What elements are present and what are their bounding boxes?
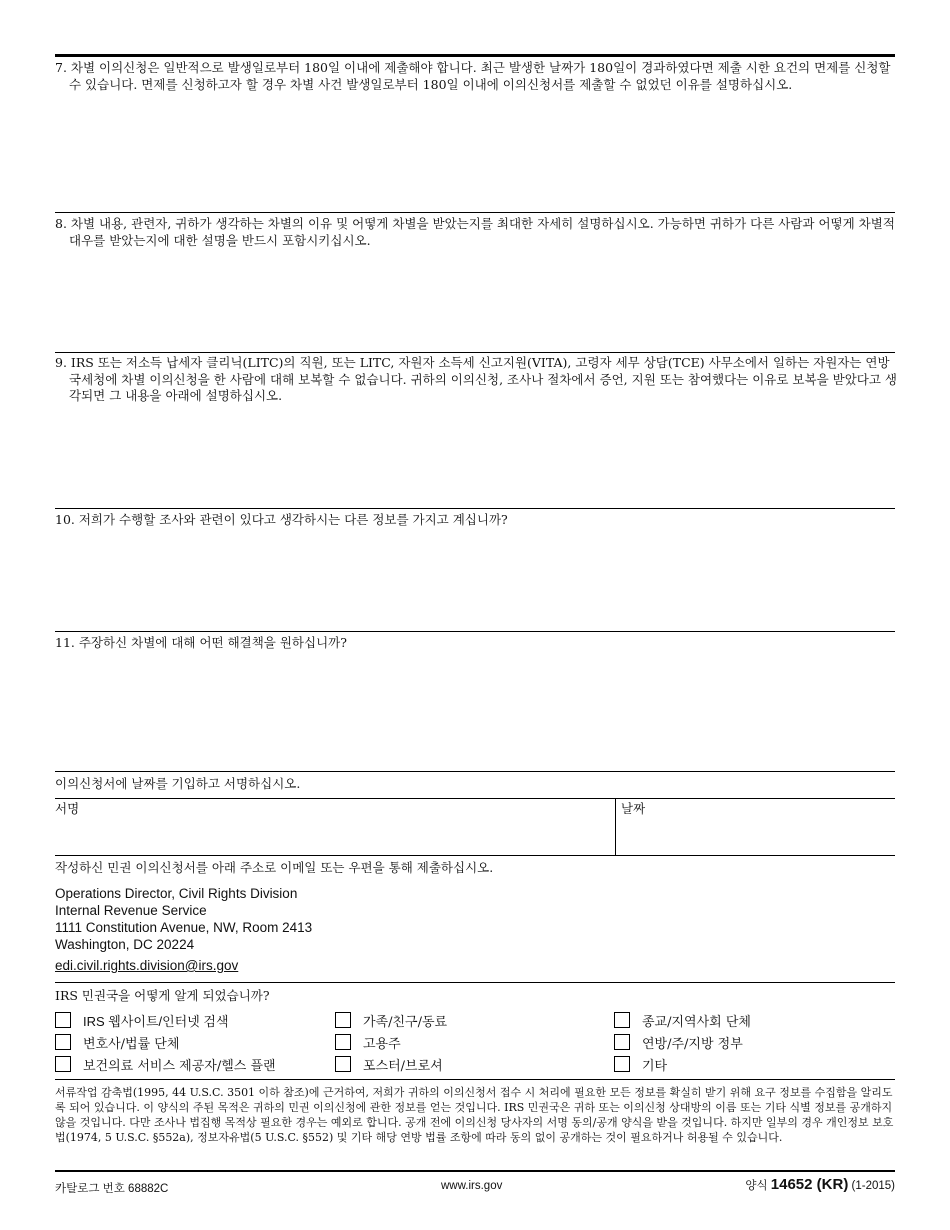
address-line: Washington, DC 20224	[55, 937, 195, 952]
answer-area-9[interactable]	[55, 408, 895, 506]
divider	[55, 508, 895, 509]
footer-rule	[55, 1170, 895, 1172]
signature-instruction: 이의신청서에 날짜를 기입하고 서명하십시오.	[55, 776, 301, 791]
option-other[interactable]: 기타	[614, 1055, 667, 1073]
question-7: 7. 차별 이의신청은 일반적으로 발생일로부터 180일 이내에 제출해야 합니다. 최근 발생한 날짜가 180일이 경과하였다면 제출 시한 요건의 면제를 신청할 수 있습니다. 면제를 신청하고자 할 경우 차별 사건 발생일로부터 180일 이내에 이의신청서를 제출할 수 없었던 이유를 설명하십시오.	[55, 60, 891, 92]
form-number: 14652 (KR)	[770, 1176, 849, 1193]
answer-area-10[interactable]	[55, 532, 895, 630]
checkbox-row	[55, 1055, 895, 1075]
question-10: 10. 저희가 수행할 조사와 관련이 있다고 생각하시는 다른 정보를 가지고 계십니까?	[55, 512, 508, 527]
option-lawyer[interactable]: 변호사/법률 단체	[55, 1033, 179, 1051]
question-9: 9. IRS 또는 저소득 납세자 클리닉(LITC)의 직원, 또는 LITC, 자원자 소득세 신고지원(VITA), 고령자 세무 상담(TCE) 사무소에서 일하는 자원자는 연방국세청에 차별 이의신청을 한 사람에 대해 보복할 수 없습니다. 귀하의 이의신청, 조사나 절차에서 증언, 지원 또는 참여했다는 이유로 보복을 받았다고 생각되면 그 내용을 아래에 설명하십시오.	[55, 355, 897, 403]
catalog-number: 카탈로그 번호 68882C	[55, 1183, 169, 1195]
date-label: 날짜	[621, 801, 646, 816]
divider	[55, 631, 895, 632]
option-government[interactable]: 연방/주/지방 정부	[614, 1033, 743, 1051]
option-irs-website[interactable]: IRS 웹사이트/인터넷 검색	[55, 1011, 229, 1029]
checkbox[interactable]	[55, 1034, 71, 1050]
privacy-notice: 서류작업 감축법(1995, 44 U.S.C. 3501 이하 참조)에 근거하여, 저희가 귀하의 이의신청서 접수 시 처리에 필요한 모든 정보를 확실히 받기 위해 요구 정보를 수집함을 알리도록 되어 있습니다. 이 양식의 주된 목적은 귀하의 민권 이의신청에 관한 정보를 얻는 것입니다. IRS 민권국은 귀하 또는 이의신청 상대방의 이름 또는 기타 식별 정보를 공개하지 않을 것입니다. 다만 조사나 법집행 목적상 필요한 경우는 예외로 합니다. 공개 전에 이의신청 당사자의 서명 동의/공개 양식을 받을 것입니다. 하지만 일부의 경우 개인정보 보호법(1974, 5 U.S.C. §552a), 정보자유법(5 U.S.C. §552) 및 기타 해당 연방 법률 조항에 따라 동의 없이 공개하는 것이 필요하거나 허용될 수 있습니다.	[55, 1086, 894, 1144]
checkbox[interactable]	[335, 1056, 351, 1072]
checkbox-row	[55, 1033, 895, 1053]
answer-area-8[interactable]	[55, 252, 895, 350]
form-revision: (1-2015)	[851, 1180, 895, 1192]
option-family-friends[interactable]: 가족/친구/동료	[335, 1011, 447, 1029]
divider	[55, 855, 895, 856]
divider	[55, 982, 895, 983]
checkbox[interactable]	[335, 1012, 351, 1028]
checkbox[interactable]	[614, 1012, 630, 1028]
form-identifier	[745, 1176, 895, 1193]
checkbox-row	[55, 1011, 895, 1031]
address-line: Operations Director, Civil Rights Division	[55, 886, 298, 901]
signature-field[interactable]	[55, 799, 615, 854]
website-link[interactable]: www.irs.gov	[441, 1180, 503, 1192]
email-link[interactable]: edi.civil.rights.division@irs.gov	[55, 958, 239, 973]
checkbox[interactable]	[614, 1034, 630, 1050]
question-11: 11. 주장하신 차별에 대해 어떤 해결책을 원하십니까?	[55, 635, 347, 650]
option-religious-community[interactable]: 종교/지역사회 단체	[614, 1011, 751, 1029]
top-rule	[55, 54, 895, 57]
checkbox[interactable]	[55, 1012, 71, 1028]
divider	[55, 1079, 895, 1080]
answer-area-7[interactable]	[55, 112, 895, 210]
submission-instruction: 작성하신 민권 이의신청서를 아래 주소로 이메일 또는 우편을 통해 제출하십시오.	[55, 860, 494, 875]
checkbox[interactable]	[335, 1034, 351, 1050]
answer-area-11[interactable]	[55, 655, 895, 769]
option-poster[interactable]: 포스터/브로셔	[335, 1055, 443, 1073]
option-employer[interactable]: 고용주	[335, 1033, 401, 1051]
address-line: Internal Revenue Service	[55, 903, 207, 918]
signature-label: 서명	[55, 801, 80, 816]
divider	[55, 212, 895, 213]
option-healthcare[interactable]: 보건의료 서비스 제공자/헬스 플랜	[55, 1055, 276, 1073]
address-line: 1111 Constitution Avenue, NW, Room 2413	[55, 920, 313, 935]
question-8: 8. 차별 내용, 관련자, 귀하가 생각하는 차별의 이유 및 어떻게 차별을 받았는지를 최대한 자세히 설명하십시오. 가능하면 귀하가 다른 사람과 어떻게 차별적 대우를 받았는지에 대한 설명을 반드시 포함시키십시오.	[55, 216, 895, 248]
divider	[55, 771, 895, 772]
checkbox[interactable]	[55, 1056, 71, 1072]
divider	[55, 352, 895, 353]
form-prefix: 양식	[745, 1180, 768, 1192]
how-heard-question: IRS 민권국을 어떻게 알게 되었습니까?	[55, 988, 270, 1003]
checkbox[interactable]	[614, 1056, 630, 1072]
date-field[interactable]	[616, 799, 895, 854]
form-page	[55, 0, 895, 1230]
